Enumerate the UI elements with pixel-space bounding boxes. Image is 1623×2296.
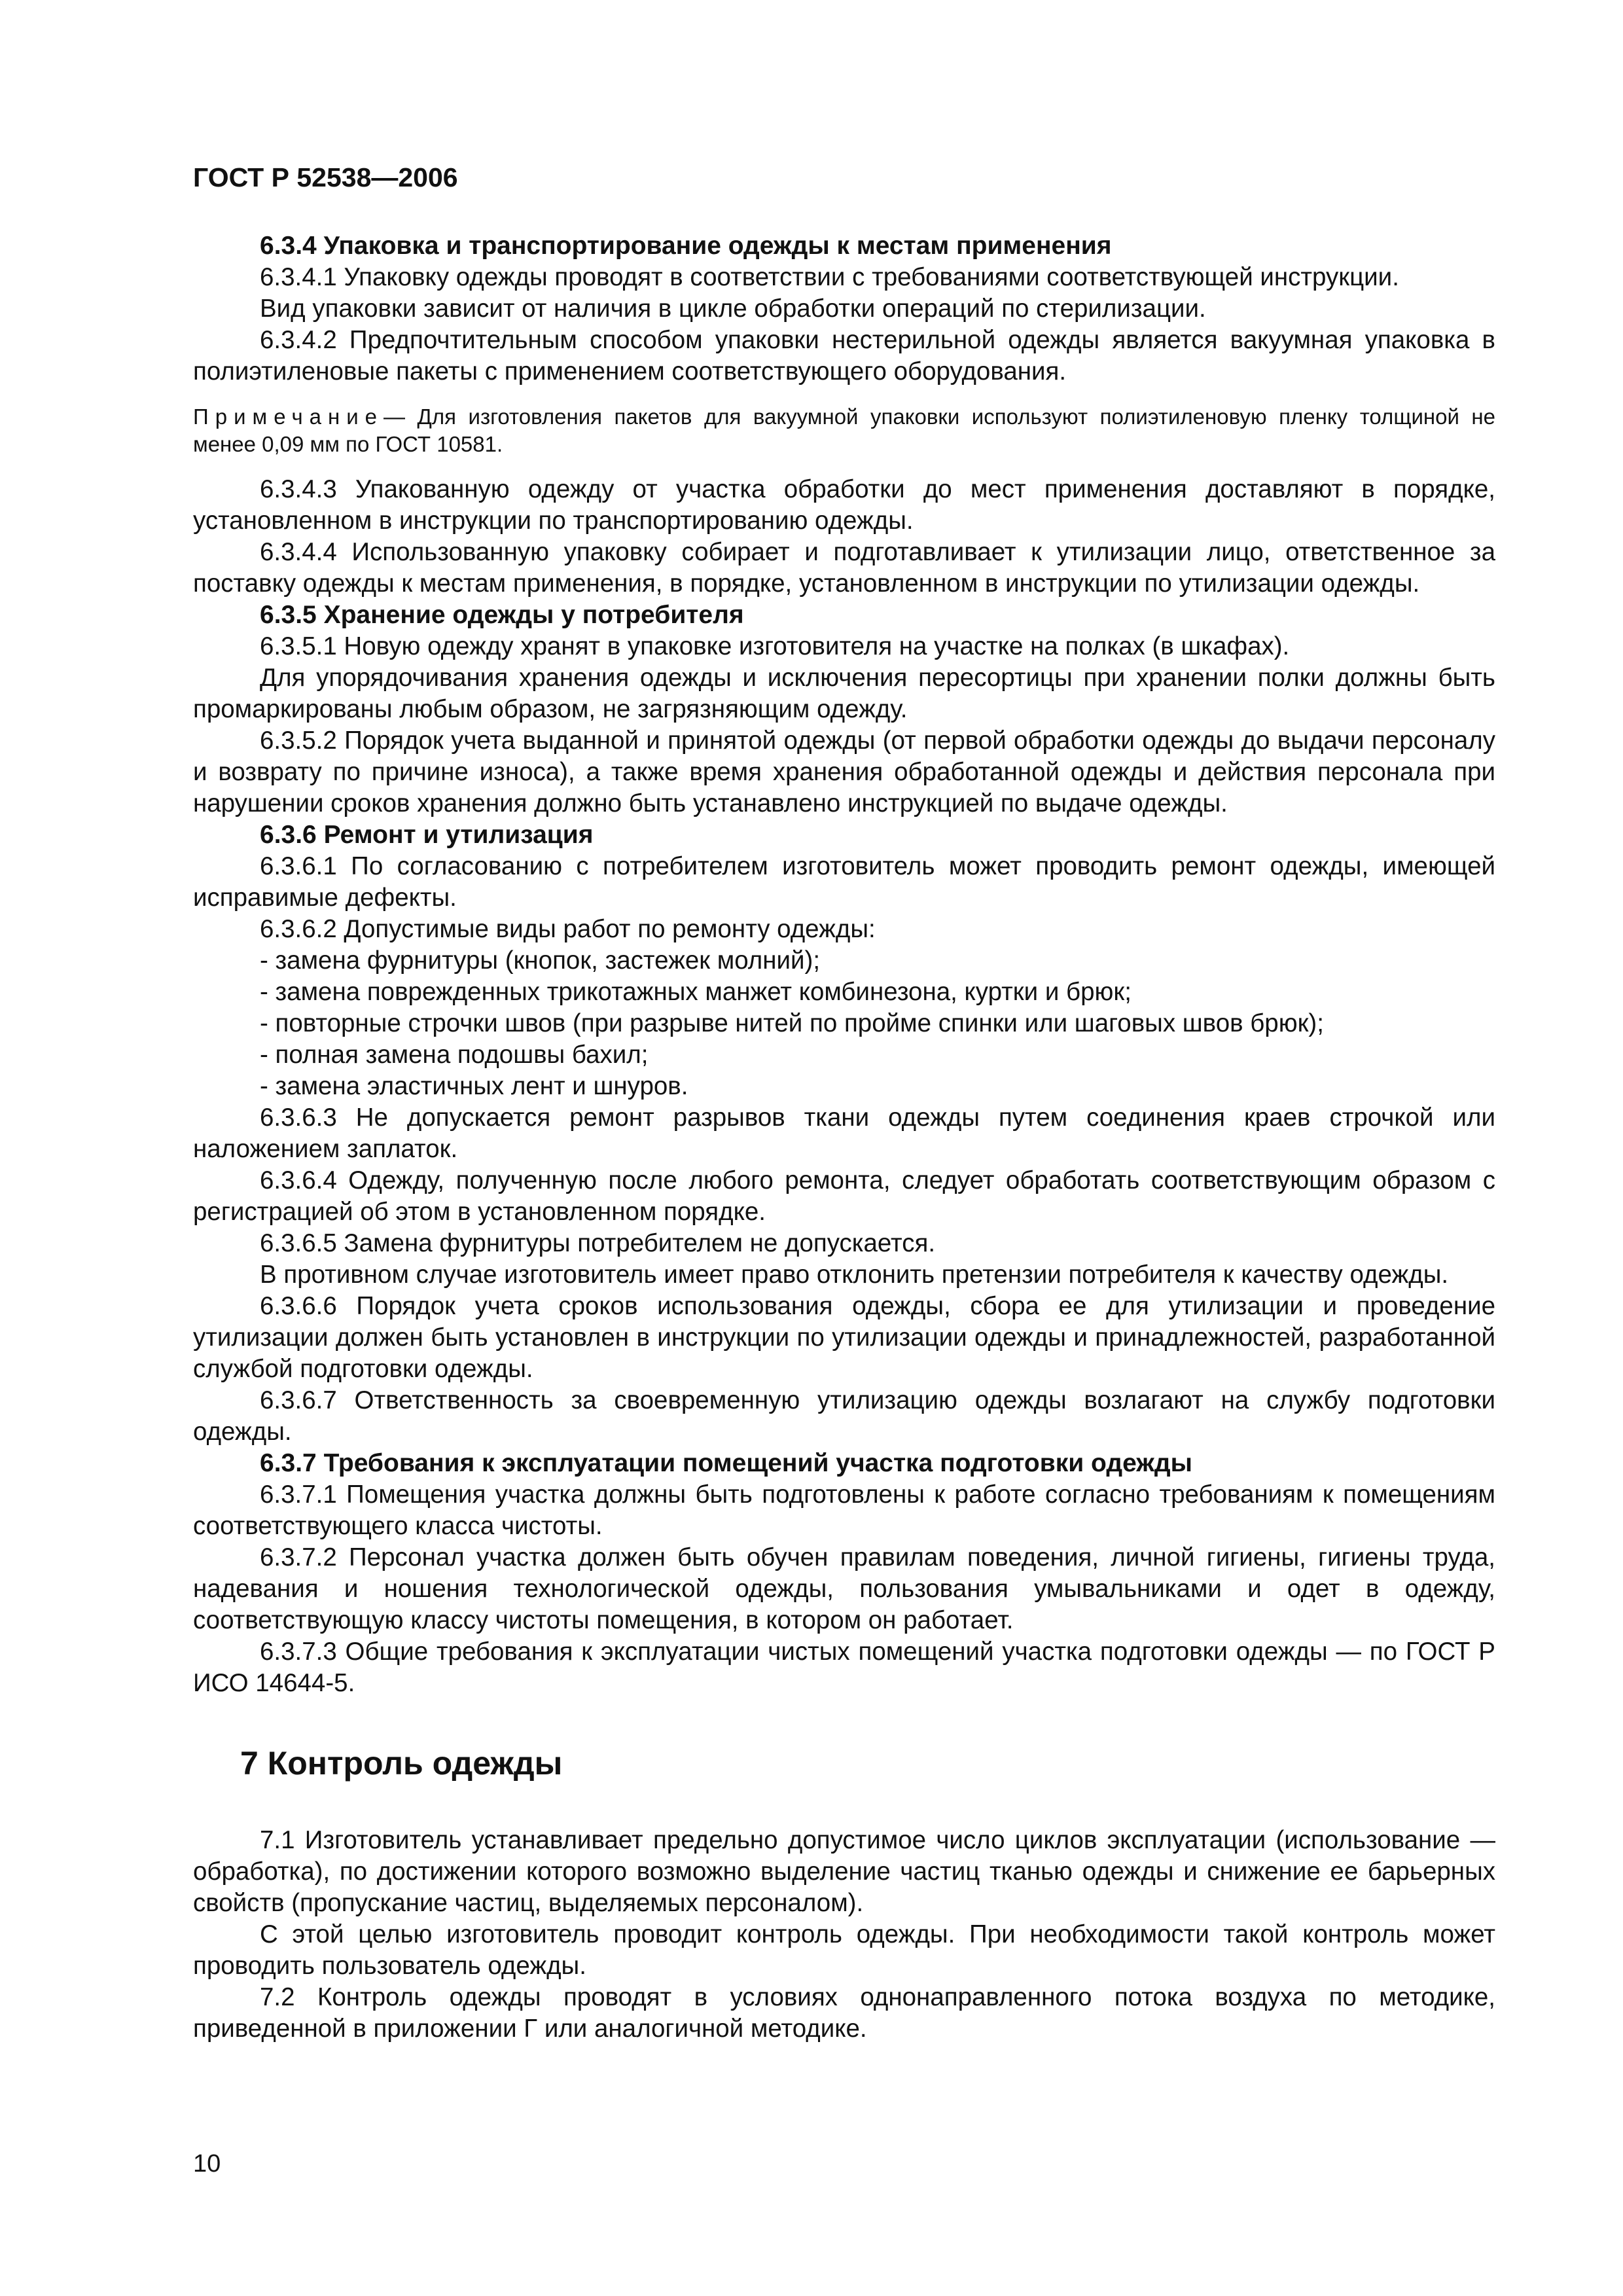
section-7-title: 7 Контроль одежды	[240, 1745, 563, 1782]
paragraph-7-2: 7.2 Контроль одежды проводят в условиях однонаправленного потока воздуха по методике, приведенной в приложении Г или аналогичной методике.	[193, 1983, 1495, 2043]
paragraph-6-3-6-6: 6.3.6.6 Порядок учета сроков использования одежды, сбора ее для утилизации и проведение утилизации должен быть установлен в инструкции по утилизации одежды и принадлежностей, разработанной службой подготовки одежды.	[193, 1292, 1495, 1383]
paragraph-6-3-5-1: 6.3.5.1 Новую одежду хранят в упаковке изготовителя на участке на полках (в шкафах).	[260, 632, 1290, 660]
paragraph-7-1: 7.1 Изготовитель устанавливает предельно допустимое число циклов эксплуатации (использование — обработка), по достижении которого возможно выделение частиц тканью одежды и снижение ее барьерных свойств (пропускание частиц, выделяемых персоналом).	[193, 1826, 1495, 1917]
paragraph-6-3-5-2: 6.3.5.2 Порядок учета выданной и принятой одежды (от первой обработки одежды до выдачи персоналу и возврату по причине износа), а также время хранения обработанной одежды и действия персонала при нарушении сроков хранения должно быть устанавлено инструкцией по выдаче одежды.	[193, 726, 1495, 817]
repair-works-list	[193, 945, 1495, 1102]
list-item: - замена эластичных лент и шнуров.	[260, 1072, 688, 1100]
paragraph-6-3-6-1: 6.3.6.1 По согласованию с потребителем изготовитель может проводить ремонт одежды, имеющей исправимые дефекты.	[193, 852, 1495, 912]
paragraph-6-3-5-1-cont: Для упорядочивания хранения одежды и исключения пересортицы при хранении полки должны быть промаркированы любым образом, не загрязняющим одежду.	[193, 664, 1495, 723]
paragraph-6-3-6-2: 6.3.6.2 Допустимые виды работ по ремонту одежды:	[260, 915, 876, 943]
paragraph-6-3-7-1: 6.3.7.1 Помещения участка должны быть подготовлены к работе согласно требованиям к помещениям соответствующего класса чистоты.	[193, 1480, 1495, 1540]
page-number: 10	[193, 2150, 221, 2178]
paragraph-6-3-4-4: 6.3.4.4 Использованную упаковку собирает и подготавливает к утилизации лицо, ответственное за поставку одежды к местам применения, в порядке, установленном в инструкции по утилизации одежды.	[193, 538, 1495, 598]
paragraph-6-3-7-2: 6.3.7.2 Персонал участка должен быть обучен правилам поведения, личной гигиены, гигиены труда, надевания и ношения технологической одежды, пользования умывальниками и одет в одежду, соответствующую классу чистоты помещения, в котором он работает.	[193, 1543, 1495, 1634]
paragraph-6-3-4-1: 6.3.4.1 Упаковку одежды проводят в соответствии с требованиями соответствующей инструкции.	[260, 263, 1399, 291]
paragraph-6-3-6-3: 6.3.6.3 Не допускается ремонт разрывов ткани одежды путем соединения краев строчкой или наложением заплаток.	[193, 1103, 1495, 1163]
note	[193, 403, 1495, 458]
paragraph-6-3-4-3: 6.3.4.3 Упакованную одежду от участка обработки до мест применения доставляют в порядке, установленном в инструкции по транспортированию одежды.	[193, 475, 1495, 535]
list-item: - замена фурнитуры (кнопок, застежек молний);	[260, 946, 821, 975]
section-6-3-7-heading: 6.3.7 Требования к эксплуатации помещений участка подготовки одежды	[260, 1449, 1192, 1477]
paragraph-6-3-6-5-cont: В противном случае изготовитель имеет право отклонить претензии потребителя к качеству одежды.	[260, 1261, 1449, 1289]
paragraph-6-3-6-7: 6.3.6.7 Ответственность за своевременную утилизацию одежды возлагают на службу подготовки одежды.	[193, 1386, 1495, 1446]
paragraph-7-1-cont: С этой целью изготовитель проводит контроль одежды. При необходимости такой контроль может проводить пользователь одежды.	[193, 1920, 1495, 1980]
paragraph-6-3-4-1-cont: Вид упаковки зависит от наличия в цикле обработки операций по стерилизации.	[260, 295, 1206, 323]
paragraph-6-3-6-5: 6.3.6.5 Замена фурнитуры потребителем не допускается.	[260, 1229, 936, 1257]
list-item: - замена поврежденных трикотажных манжет комбинезона, куртки и брюк;	[260, 978, 1132, 1006]
paragraph-6-3-7-3: 6.3.7.3 Общие требования к эксплуатации чистых помещений участка подготовки одежды — по ГОСТ Р ИСО 14644-5.	[193, 1638, 1495, 1697]
document-body	[193, 230, 1495, 2045]
note-label: Примечание	[193, 404, 384, 429]
standard-header: ГОСТ Р 52538—2006	[193, 162, 458, 192]
list-item: - повторные строчки швов (при разрыве нитей по пройме спинки или шаговых швов брюк);	[260, 1009, 1324, 1037]
paragraph-6-3-6-4: 6.3.6.4 Одежду, полученную после любого ремонта, следует обработать соответствующим образом с регистрацией об этом в установленном порядке.	[193, 1166, 1495, 1226]
section-6-3-4-heading: 6.3.4 Упаковка и транспортирование одежды к местам применения	[260, 232, 1112, 260]
paragraph-6-3-4-2: 6.3.4.2 Предпочтительным способом упаковки нестерильной одежды является вакуумная упаковка в полиэтиленовые пакеты с применением соответствующего оборудования.	[193, 326, 1495, 386]
section-6-3-5-heading: 6.3.5 Хранение одежды у потребителя	[260, 601, 744, 629]
list-item: - полная замена подошвы бахил;	[260, 1041, 649, 1069]
note-text: — Для изготовления пакетов для вакуумной упаковки используют полиэтиленовую пленку толщиной не менее 0,09 мм по ГОСТ 10581.	[193, 404, 1495, 456]
section-6-3-6-heading: 6.3.6 Ремонт и утилизация	[260, 821, 594, 849]
